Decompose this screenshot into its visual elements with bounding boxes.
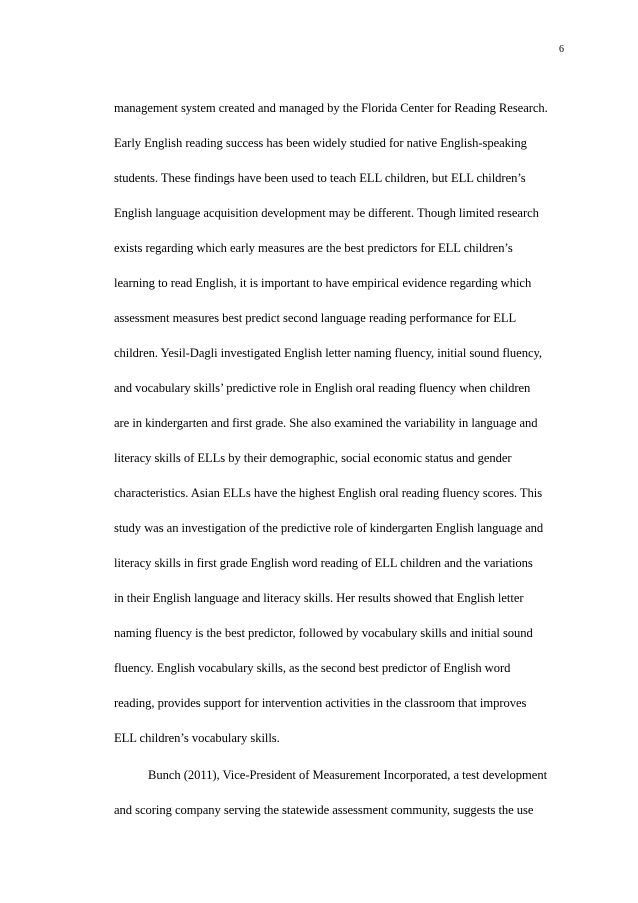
page-number: 6	[559, 44, 564, 55]
paragraph-line: in their English language and literacy skills. Her results showed that English letter	[114, 591, 524, 605]
paragraph-line: naming fluency is the best predictor, followed by vocabulary skills and initial sound	[114, 626, 533, 640]
paragraph-line: reading, provides support for intervention activities in the classroom that improves	[114, 696, 527, 710]
paragraph-line: ELL children’s vocabulary skills.	[114, 731, 280, 745]
paragraph-line: exists regarding which early measures are the best predictors for ELL children’s	[114, 241, 513, 255]
paragraph-line: Bunch (2011), Vice-President of Measurement Incorporated, a test development	[148, 768, 548, 782]
paragraph-line: study was an investigation of the predictive role of kindergarten English language and	[114, 521, 544, 535]
paragraph-line: assessment measures best predict second language reading performance for ELL	[114, 311, 517, 325]
paragraph-line: literacy skills of ELLs by their demographic, social economic status and gender	[114, 451, 512, 465]
paragraph-line: students. These findings have been used to teach ELL children, but ELL children’s	[114, 171, 526, 185]
paragraph-line: English language acquisition development may be different. Though limited research	[114, 206, 539, 220]
paragraph-line: learning to read English, it is important to have empirical evidence regarding which	[114, 276, 532, 290]
paragraph-line: and scoring company serving the statewide assessment community, suggests the use	[114, 803, 534, 817]
paragraph-line: fluency. English vocabulary skills, as the second best predictor of English word	[114, 661, 511, 675]
paragraph-line: characteristics. Asian ELLs have the highest English oral reading fluency scores. This	[114, 486, 543, 500]
paragraph-line: Early English reading success has been widely studied for native English-speaking	[114, 136, 527, 150]
paragraph-line: children. Yesil-Dagli investigated English letter naming fluency, initial sound fluency,	[114, 346, 543, 360]
paragraph-line: are in kindergarten and first grade. She also examined the variability in language and	[114, 416, 538, 430]
paragraph-line: literacy skills in first grade English word reading of ELL children and the variations	[114, 556, 533, 570]
paragraph-line: management system created and managed by the Florida Center for Reading Research.	[114, 101, 548, 115]
paragraph-line: and vocabulary skills’ predictive role in English oral reading fluency when children	[114, 381, 531, 395]
